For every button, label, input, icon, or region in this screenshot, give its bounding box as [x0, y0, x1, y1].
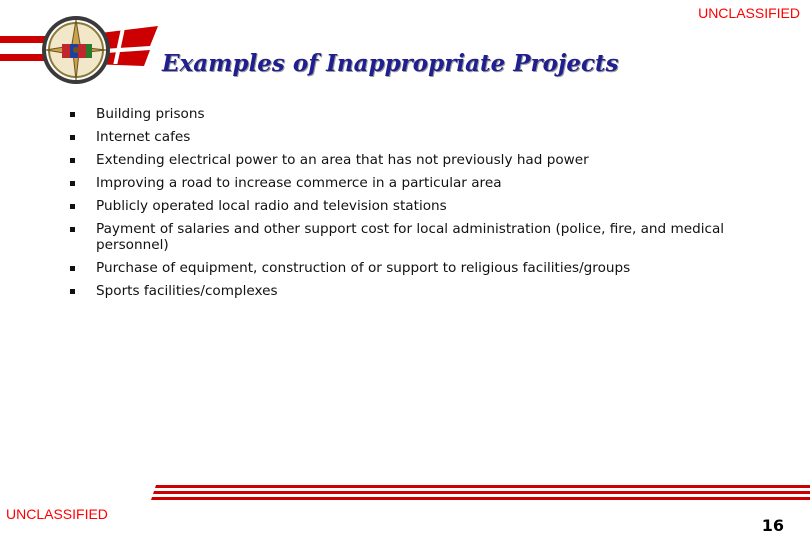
classification-banner-bottom: UNCLASSIFIED	[6, 506, 108, 522]
list-item-text: Publicly operated local radio and television stations	[96, 198, 447, 214]
list-item	[70, 283, 770, 299]
list-item-text: Sports facilities/complexes	[96, 283, 278, 299]
list-item	[70, 152, 770, 168]
list-item	[70, 221, 770, 253]
square-bullet-icon	[70, 112, 75, 117]
list-item	[70, 260, 770, 276]
list-item	[70, 198, 770, 214]
page-number: 16	[761, 516, 784, 535]
square-bullet-icon	[70, 289, 75, 294]
square-bullet-icon	[70, 227, 75, 232]
crest-logo-icon	[0, 14, 160, 94]
list-item-text: Extending electrical power to an area that has not previously had power	[96, 152, 589, 168]
footer-accent-bars	[150, 485, 810, 505]
bullet-list	[70, 106, 770, 306]
slide-title: Examples of Inappropriate Projects	[162, 50, 619, 77]
logo-banner	[0, 14, 160, 94]
list-item-text: Improving a road to increase commerce in a particular area	[96, 175, 502, 191]
classification-banner-top: UNCLASSIFIED	[698, 5, 800, 21]
list-item-text: Internet cafes	[96, 129, 191, 145]
list-item	[70, 106, 770, 122]
square-bullet-icon	[70, 181, 75, 186]
square-bullet-icon	[70, 158, 75, 163]
list-item	[70, 129, 770, 145]
red-stripes-icon	[150, 485, 810, 505]
list-item-text: Building prisons	[96, 106, 205, 122]
list-item	[70, 175, 770, 191]
square-bullet-icon	[70, 204, 75, 209]
square-bullet-icon	[70, 135, 75, 140]
list-item-text: Payment of salaries and other support cost for local administration (police, fire, and medical personnel)	[96, 221, 725, 253]
square-bullet-icon	[70, 266, 75, 271]
list-item-text: Purchase of equipment, construction of or support to religious facilities/groups	[96, 260, 631, 276]
